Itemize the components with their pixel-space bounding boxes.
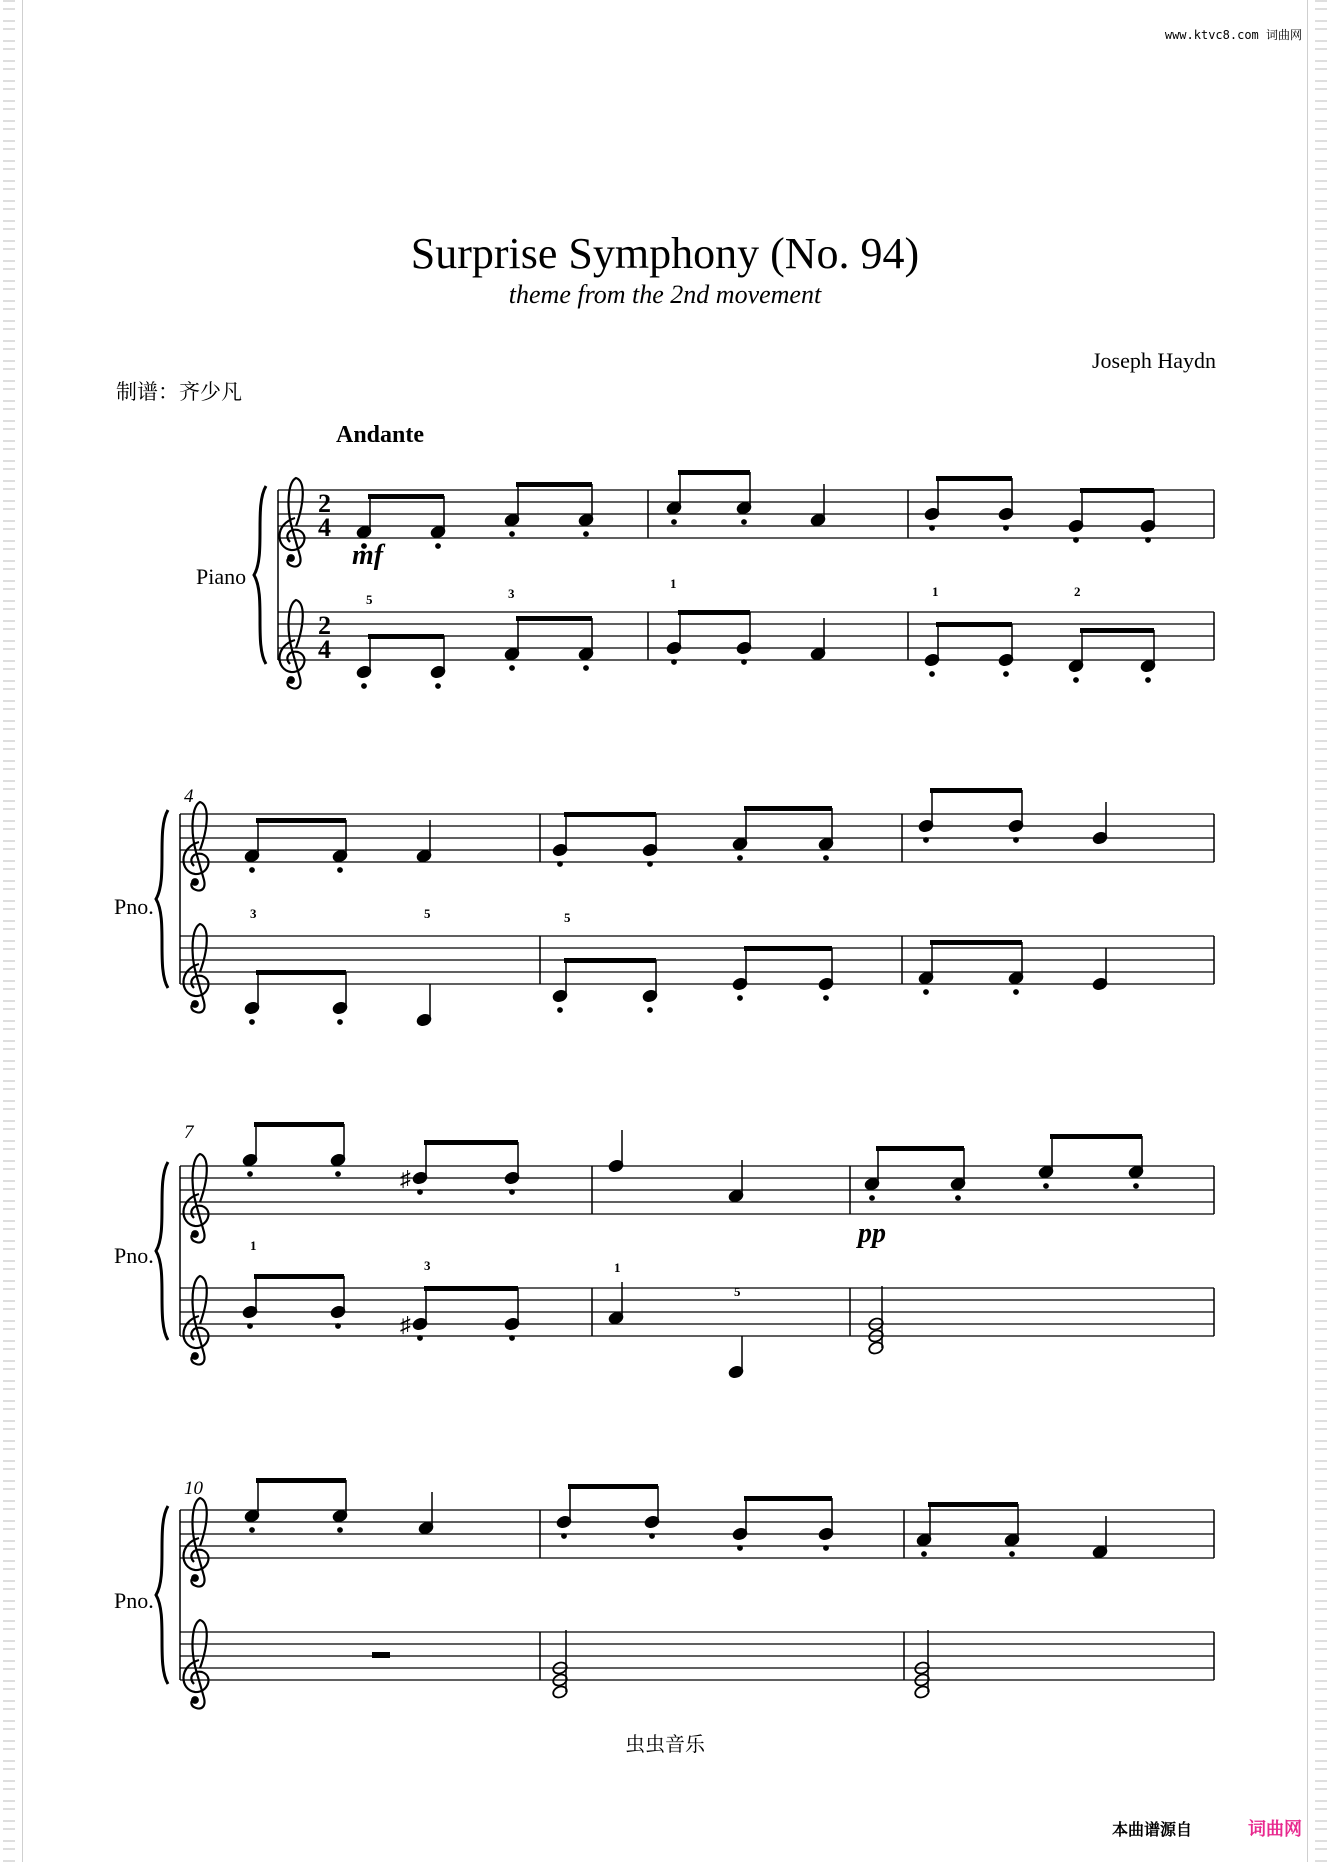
s4-upper-beam-4 bbox=[928, 1502, 1018, 1507]
sys2-treble-clef-lower bbox=[183, 924, 208, 1013]
time-sig-bottom-1: 4 bbox=[318, 513, 331, 542]
source-site-link[interactable]: 词曲网 bbox=[1248, 1819, 1302, 1840]
sys1-brace bbox=[254, 486, 266, 664]
s3-sharp-1: ♯ bbox=[400, 1166, 411, 1191]
s1-finger-1: 5 bbox=[366, 592, 373, 607]
s4-upper-note-9-staccato bbox=[1010, 1552, 1015, 1557]
s1-upper-beam-4 bbox=[936, 476, 1012, 481]
dynamic-pp: pp bbox=[858, 1218, 886, 1249]
s4-upper-beam-3 bbox=[744, 1496, 832, 1501]
s3-lower-note-1-staccato bbox=[248, 1324, 253, 1329]
s2-lower-note-5-staccato bbox=[648, 1008, 653, 1013]
arranger: 制谱：齐少凡 bbox=[116, 380, 242, 404]
score-subtitle: theme from the 2nd movement bbox=[508, 280, 822, 309]
s2-upper-note-1-staccato bbox=[250, 868, 255, 873]
s1-upper-note-4-staccato bbox=[584, 532, 589, 537]
s2-upper-note-9-staccato bbox=[1014, 838, 1019, 843]
s2-lower-beam-1 bbox=[256, 970, 346, 975]
s1-lower-beam-1 bbox=[368, 634, 444, 639]
s1-lower-note-9-staccato bbox=[1004, 672, 1009, 677]
s1-upper-beam-1 bbox=[368, 494, 444, 499]
s3-upper-note-10-staccato bbox=[1134, 1184, 1139, 1189]
s4-upper-note-6-staccato bbox=[738, 1546, 743, 1551]
s2-lower-beam-2 bbox=[564, 958, 656, 963]
s2-finger-2: 5 bbox=[424, 906, 431, 921]
s1-lower-beam-2 bbox=[516, 616, 592, 621]
s1-upper-note-11-staccato bbox=[1146, 538, 1151, 543]
s2-lower-beam-4 bbox=[930, 940, 1022, 945]
s1-finger-2: 3 bbox=[508, 586, 515, 601]
s3-lower-beam-2 bbox=[424, 1286, 518, 1291]
s3-upper-note-7-staccato bbox=[870, 1196, 875, 1201]
measure-number-7: 7 bbox=[184, 1122, 194, 1143]
s1-lower-beam-5 bbox=[1080, 628, 1154, 633]
s2-finger-3: 5 bbox=[564, 910, 571, 925]
site-url[interactable]: www.ktvc8.com 词曲网 bbox=[1164, 28, 1302, 42]
s1-upper-note-6-staccato bbox=[742, 520, 747, 525]
s2-upper-beam-1 bbox=[256, 818, 346, 823]
s3-finger-4: 5 bbox=[734, 1284, 741, 1299]
s1-upper-note-9-staccato bbox=[1004, 526, 1009, 531]
sys2-treble-clef-upper bbox=[183, 802, 208, 891]
s1-finger-4: 1 bbox=[932, 584, 939, 599]
s3-upper-note-3-staccato bbox=[418, 1190, 423, 1195]
s2-upper-note-8-staccato bbox=[924, 838, 929, 843]
instrument-name-short-1: Pno. bbox=[114, 894, 154, 919]
s1-upper-note-8-staccato bbox=[930, 526, 935, 531]
s1-lower-beam-4 bbox=[936, 622, 1012, 627]
sys2-brace bbox=[156, 810, 168, 988]
s4-lower-half-rest bbox=[372, 1652, 390, 1658]
s1-upper-note-3-staccato bbox=[510, 532, 515, 537]
s4-upper-note-5-staccato bbox=[650, 1534, 655, 1539]
s2-upper-beam-2 bbox=[564, 812, 656, 817]
s2-upper-beam-4 bbox=[930, 788, 1022, 793]
s3-upper-beam-2 bbox=[424, 1140, 518, 1145]
s3-upper-note-2-staccato bbox=[336, 1172, 341, 1177]
s3-upper-beam-1 bbox=[254, 1122, 344, 1127]
s3-upper-beam-4 bbox=[1050, 1134, 1142, 1139]
s1-upper-beam-5 bbox=[1080, 488, 1154, 493]
tempo-marking: Andante bbox=[336, 422, 425, 448]
s2-lower-beam-3 bbox=[744, 946, 832, 951]
sys1-treble-clef-upper bbox=[279, 478, 304, 567]
s2-lower-note-9-staccato bbox=[1014, 990, 1019, 995]
sys3-treble-clef-upper bbox=[183, 1154, 208, 1243]
s1-lower-note-6-staccato bbox=[742, 660, 747, 665]
s1-lower-note-8-staccato bbox=[930, 672, 935, 677]
s1-upper-beam-3 bbox=[678, 470, 750, 475]
s3-lower-note-3-staccato bbox=[418, 1336, 423, 1341]
s2-upper-note-5-staccato bbox=[648, 862, 653, 867]
s2-upper-note-4-staccato bbox=[558, 862, 563, 867]
s4-upper-beam-2 bbox=[568, 1484, 658, 1489]
s2-finger-1: 3 bbox=[250, 906, 257, 921]
s2-lower-note-7-staccato bbox=[824, 996, 829, 1001]
s2-lower-note-2-staccato bbox=[338, 1020, 343, 1025]
s4-upper-note-1-staccato bbox=[250, 1528, 255, 1533]
dynamic-mf: mf bbox=[352, 540, 384, 571]
s2-upper-note-7-staccato bbox=[824, 856, 829, 861]
s1-lower-note-1-staccato bbox=[362, 684, 367, 689]
time-sig-top-1: 2 bbox=[318, 489, 331, 518]
s2-lower-note-8-staccato bbox=[924, 990, 929, 995]
s3-upper-note-8-staccato bbox=[956, 1196, 961, 1201]
s1-upper-note-2-staccato bbox=[436, 544, 441, 549]
instrument-name-short-2: Pno. bbox=[114, 1243, 154, 1268]
s3-lower-note-2-staccato bbox=[336, 1324, 341, 1329]
s4-upper-note-8-staccato bbox=[922, 1552, 927, 1557]
composer: Joseph Haydn bbox=[1091, 348, 1216, 373]
s2-upper-note-2-staccato bbox=[338, 868, 343, 873]
measure-number-10: 10 bbox=[184, 1478, 203, 1499]
s3-lower-beam-1 bbox=[254, 1274, 344, 1279]
s1-finger-5: 2 bbox=[1074, 584, 1081, 599]
sys4-treble-clef-upper bbox=[183, 1498, 208, 1587]
instrument-name-full: Piano bbox=[196, 564, 247, 589]
s1-lower-beam-3 bbox=[678, 610, 750, 615]
s2-lower-note-4-staccato bbox=[558, 1008, 563, 1013]
s3-upper-note-9-staccato bbox=[1044, 1184, 1049, 1189]
s3-finger-1: 1 bbox=[250, 1238, 257, 1253]
sys1-treble-clef-lower bbox=[279, 600, 304, 689]
s3-lower-note-4-staccato bbox=[510, 1336, 515, 1341]
instrument-name-short-3: Pno. bbox=[114, 1588, 154, 1613]
s2-lower-note-6-staccato bbox=[738, 996, 743, 1001]
s1-upper-note-5-staccato bbox=[672, 520, 677, 525]
s2-lower-note-1-staccato bbox=[250, 1020, 255, 1025]
s4-upper-beam-1 bbox=[256, 1478, 346, 1483]
s1-lower-note-4-staccato bbox=[584, 666, 589, 671]
s1-lower-note-10-staccato bbox=[1074, 678, 1079, 683]
time-sig-bottom-2: 4 bbox=[318, 635, 331, 664]
sys4-brace bbox=[156, 1506, 168, 1684]
s1-lower-note-3-staccato bbox=[510, 666, 515, 671]
s3-upper-note-1-staccato bbox=[248, 1172, 253, 1177]
measure-number-4: 4 bbox=[184, 786, 194, 807]
s1-upper-note-10-staccato bbox=[1074, 538, 1079, 543]
s2-upper-note-6-staccato bbox=[738, 856, 743, 861]
s1-lower-note-2-staccato bbox=[436, 684, 441, 689]
sys3-brace bbox=[156, 1162, 168, 1340]
s4-upper-note-7-staccato bbox=[824, 1546, 829, 1551]
s3-upper-beam-3 bbox=[876, 1146, 964, 1151]
s4-upper-note-2-staccato bbox=[338, 1528, 343, 1533]
sys4-treble-clef-lower bbox=[183, 1620, 208, 1709]
footer-watermark: 虫虫音乐 bbox=[625, 1732, 705, 1756]
s3-finger-2: 3 bbox=[424, 1258, 431, 1273]
time-sig-top-2: 2 bbox=[318, 611, 331, 640]
s1-lower-note-5-staccato bbox=[672, 660, 677, 665]
s1-upper-beam-2 bbox=[516, 482, 592, 487]
s1-lower-note-11-staccato bbox=[1146, 678, 1151, 683]
s3-finger-3: 1 bbox=[614, 1260, 621, 1275]
source-label: 本曲谱源自 bbox=[1111, 1820, 1192, 1839]
score-title: Surprise Symphony (No. 94) bbox=[410, 229, 920, 278]
s2-upper-beam-3 bbox=[744, 806, 832, 811]
s4-upper-note-4-staccato bbox=[562, 1534, 567, 1539]
s3-upper-note-4-staccato bbox=[510, 1190, 515, 1195]
s1-finger-3: 1 bbox=[670, 576, 677, 591]
s3-sharp-2: ♯ bbox=[400, 1312, 411, 1337]
sys3-treble-clef-lower bbox=[183, 1276, 208, 1365]
